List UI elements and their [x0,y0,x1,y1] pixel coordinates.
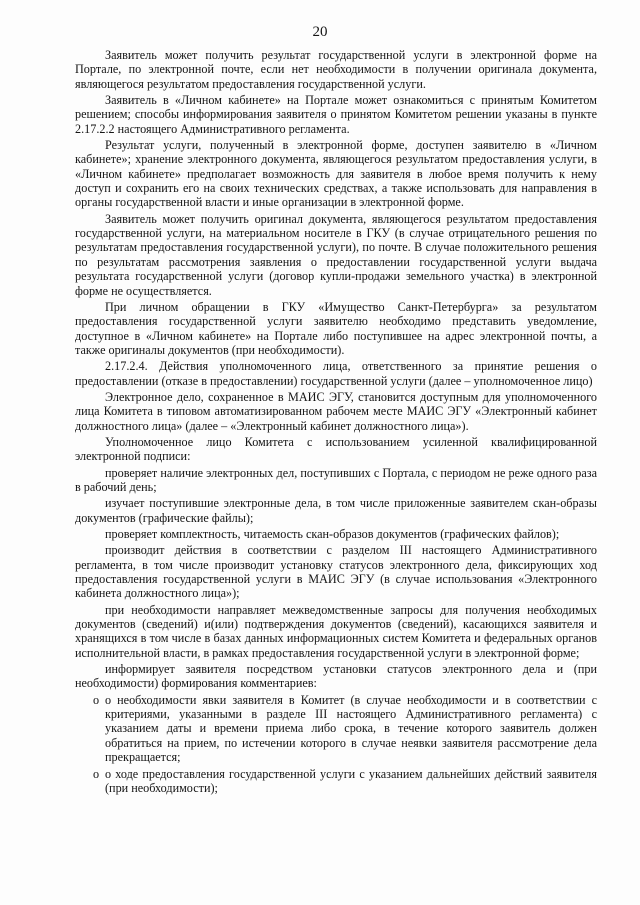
paragraph: Электронное дело, сохраненное в МАИС ЭГУ, становится доступным для уполномоченного лица Комитета в типовом автоматизированном рабочем месте МАИС ЭГУ «Электронный кабинет должностного лица» (далее – «Электронный кабинет должностного лица»). [75,389,597,433]
bullet-mark: о [93,692,100,707]
bullet-mark: о [93,766,100,781]
paragraph: Уполномоченное лицо Комитета с использованием усиленной квалифицированной электронной подписи: [75,434,597,464]
paragraph: Результат услуги, полученный в электронной форме, доступен заявителю в «Личном кабинете»; хранение электронного документа, являющегося результатом предоставления услуги, в «Личном кабинете» предполагает возможность для заявителя в любое время получить к нему доступ и сохранить его на своих технических средствах, а также использовать для направления в органы государственной власти и иные организации в электронной форме. [75,138,597,210]
bullet-text: о ходе предоставления государственной услуги с указанием дальнейших действий заявителя (при необходимости); [105,766,597,795]
action-item: производит действия в соответствии с разделом III настоящего Административного регламента, в том числе производит установку статусов электронного дела, фиксирующих ход предоставления государственной услуги в МАИС ЭГУ (в случае использования «Электронного кабинета должностного лица»); [75,543,597,601]
bullet-item [75,767,597,796]
document-body [75,48,597,797]
action-item: проверяет наличие электронных дел, поступивших с Портала, с периодом не реже одного раза в рабочий день; [75,465,597,494]
action-item: изучает поступившие электронные дела, в том числе приложенные заявителем скан-образы документов (графические файлы); [75,496,597,525]
action-item: проверяет комплектность, читаемость скан-образов документов (графических файлов); [105,527,560,541]
paragraph: Заявитель может получить результат государственной услуги в электронной форме на Портале, по электронной почте, если нет необходимости в получении оригинала документа, являющегося результатом предоставления государственной услуги. [75,48,597,91]
action-item: при необходимости направляет межведомственные запросы для получения необходимых документов (сведений) и(или) подтверждения документов (сведений), касающихся заявителя и хранящихся в том числе в базах данных информационных систем Комитета и федеральных органов исполнительной власти, в рамках предоставления государственной услуги в электронной форме; [75,602,597,660]
bullet-item [75,693,597,765]
page-number: 20 [312,24,328,40]
action-item: информирует заявителя посредством установки статусов электронного дела и (при необходимости) формирования комментариев: [75,662,597,691]
paragraph: Заявитель в «Личном кабинете» на Портале может ознакомиться с принятым Комитетом решением; способы информирования заявителя о принятом Комитетом решении указаны в пункте 2.17.2.2 настоящего Административного регламента. [75,93,597,136]
section-heading: 2.17.2.4. Действия уполномоченного лица, ответственного за принятие решения о предоставлении (отказе в предоставлении) государственной услуги (далее – уполномоченное лицо) [75,359,597,388]
paragraph: Заявитель может получить оригинал документа, являющегося результатом предоставления государственной услуги, на материальном носителе в ГКУ (в случае отрицательного решения по результатам предоставления государственной услуги), по почте. В случае положительного решения по результатам рассмотрения заявления о предоставлении государственной услуги выдача результата государственной услуги (договор купли-продажи земельного участка) в электронной форме не осуществляется. [75,211,597,298]
bullet-text: о необходимости явки заявителя в Комитет (в случае необходимости и в соответствии с критериями, указанными в разделе III настоящего Административного регламента) с указанием даты и времени приема либо срока, в течение которого заявитель должен обратиться на прием, по истечении которого в случае неявки заявителя рассмотрение дела прекращается; [105,692,597,765]
paragraph: При личном обращении в ГКУ «Имущество Санкт-Петербурга» за результатом предоставления государственной услуги заявителю необходимо представить уведомление, доступное в «Личном кабинете» на Портале либо поступившее на адрес электронной почты, а также оригиналы документов (при необходимости). [75,299,597,357]
